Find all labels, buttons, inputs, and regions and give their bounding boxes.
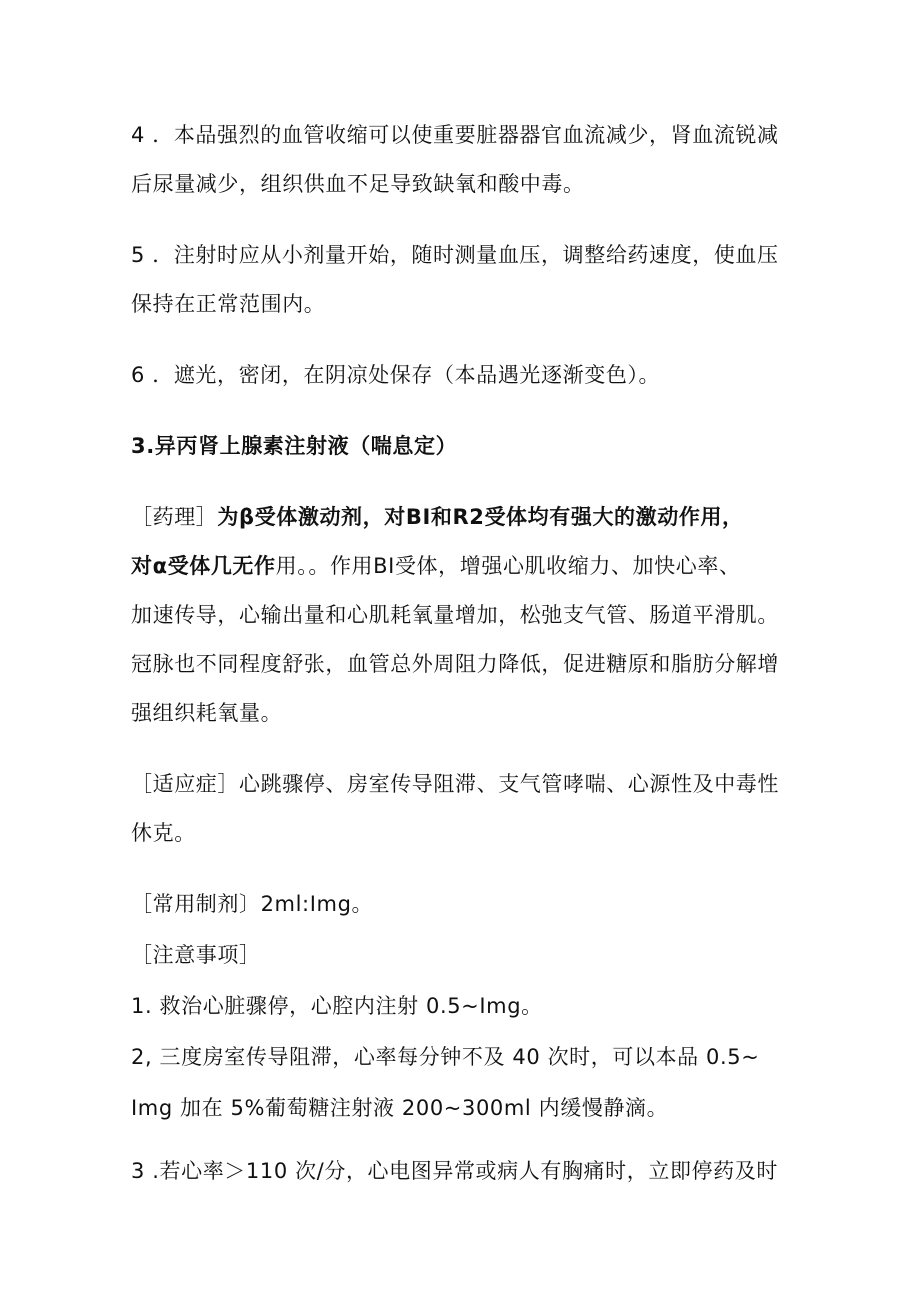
pharmacology-line-4: 冠脉也不同程度舒张，血管总外周阻力降低，促进糖原和脂肪分解增 bbox=[131, 652, 779, 676]
item-5-line-1: 5 ．注射时应从小剂量开始，随时测量血压，调整给药速度，使血压 bbox=[131, 243, 779, 267]
pharmacology-line-3: 加速传导，心输出量和心肌耗氧量增加，松弛支气管、肠道平滑肌。 bbox=[131, 603, 779, 627]
item-4-line-1: 4 ．本品强烈的血管收缩可以使重要脏器器官血流减少，肾血流锐减 bbox=[131, 123, 779, 147]
pharmacology-line-2 bbox=[131, 552, 831, 580]
preparation-line: ［常用制剂〕2ml:Img。 bbox=[131, 892, 374, 916]
pharmacology-bold-part-2: 对α受体几无作 bbox=[131, 554, 276, 578]
pharmacology-line-1 bbox=[131, 503, 831, 531]
pharmacology-label: ［药理］ bbox=[131, 505, 218, 529]
indications-line-2: 休克。 bbox=[131, 821, 196, 845]
item-5-line-2: 保持在正常范围内。 bbox=[131, 292, 326, 316]
precaution-item-2-line-1: 2, 三度房室传导阻滞，心率每分钟不及 40 次时，可以本品 0.5~ bbox=[131, 1045, 760, 1069]
item-6-line-1: 6 ．遮光，密闭，在阴凉处保存（本品遇光逐渐变色）。 bbox=[131, 363, 661, 387]
pharmacology-rest-line-2: 用。。作用BI受体，增强心肌收缩力、加快心率、 bbox=[275, 554, 741, 578]
precaution-item-2-line-2: Img 加在 5%葡萄糖注射液 200~300ml 内缓慢静滴。 bbox=[131, 1096, 669, 1120]
section-heading: 3.异丙肾上腺素注射液（喘息定） bbox=[131, 434, 458, 458]
pharmacology-bold-part-1: 为β受体激动剂，对BI和R2受体均有强大的激动作用， bbox=[217, 505, 744, 529]
precaution-item-1: 1. 救治心脏骤停，心腔内注射 0.5~Img。 bbox=[131, 994, 543, 1018]
precaution-item-3-line-1: 3 .若心率＞110 次/分，心电图异常或病人有胸痛时，立即停药及时 bbox=[131, 1159, 778, 1183]
precautions-heading: ［注意事项］ bbox=[131, 943, 261, 967]
item-4-line-2: 后尿量减少，组织供血不足导致缺氧和酸中毒。 bbox=[131, 172, 585, 196]
pharmacology-line-5: 强组织耗氧量。 bbox=[131, 701, 283, 725]
indications-line-1: ［适应症］心跳骤停、房室传导阻滞、支气管哮喘、心源性及中毒性 bbox=[131, 772, 779, 796]
